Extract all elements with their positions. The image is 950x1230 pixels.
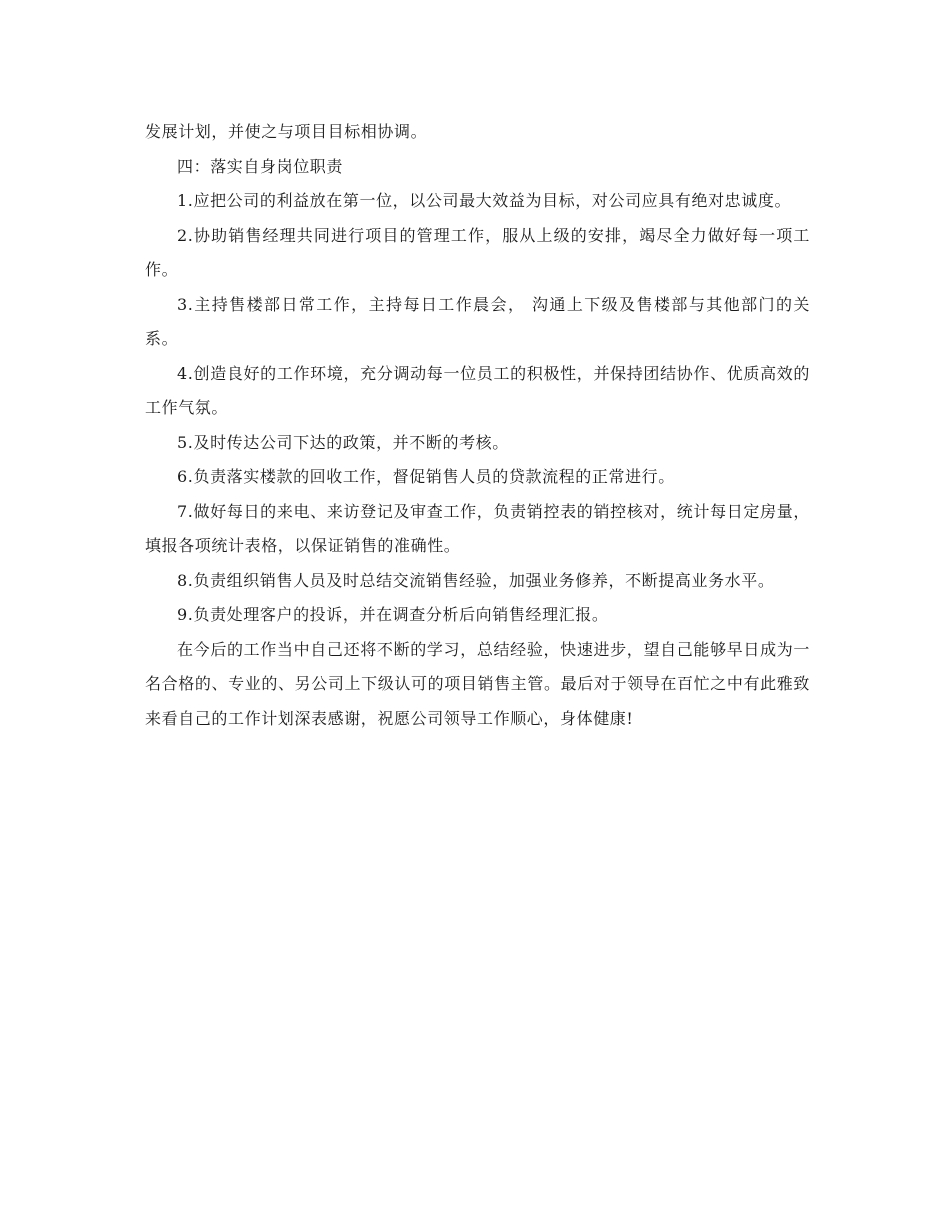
closing-paragraph: 在今后的工作当中自己还将不断的学习，总结经验，快速进步，望自己能够早日成为一名合格的、专业的、另公司上下级认可的项目销售主管。最后对于领导在百忙之中有此雅致来看自己的工作计划深表感谢，祝愿公司领导工作顺心，身体健康! [145, 639, 810, 728]
duty-item-5: 5.及时传达公司下达的政策，并不断的考核。 [177, 432, 509, 452]
duty-item-9: 9.负责处理客户的投诉，并在调查分析后向销售经理汇报。 [177, 605, 609, 624]
duty-item-2: 2.协助销售经理共同进行项目的管理工作，服从上级的安排，竭尽全力做好每一项工作。 [145, 225, 810, 279]
duty-item-6: 6.负责落实楼款的回收工作，督促销售人员的贷款流程的正常进行。 [177, 467, 675, 486]
section-heading: 四：落实自身岗位职责 [177, 156, 344, 176]
duty-item-4: 4.创造良好的工作环境，充分调动每一位员工的积极性，并保持团结协作、优质高效的工作气氛。 [145, 363, 810, 417]
document-body [145, 115, 810, 736]
paragraph-continuation: 发展计划，并使之与项目目标相协调。 [145, 122, 428, 141]
duty-item-7: 7.做好每日的来电、来访登记及审查工作，负责销控表的销控核对，统计每日定房量，填报各项统计表格，以保证销售的准确性。 [145, 501, 810, 555]
duty-item-3: 3.主持售楼部日常工作，主持每日工作晨会， 沟通上下级及售楼部与其他部门的关系。 [145, 294, 810, 348]
duty-item-8: 8.负责组织销售人员及时总结交流销售经验，加强业务修养，不断提高业务水平。 [177, 570, 775, 590]
duty-item-1: 1.应把公司的利益放在第一位，以公司最大效益为目标，对公司应具有绝对忠诚度。 [177, 191, 792, 210]
